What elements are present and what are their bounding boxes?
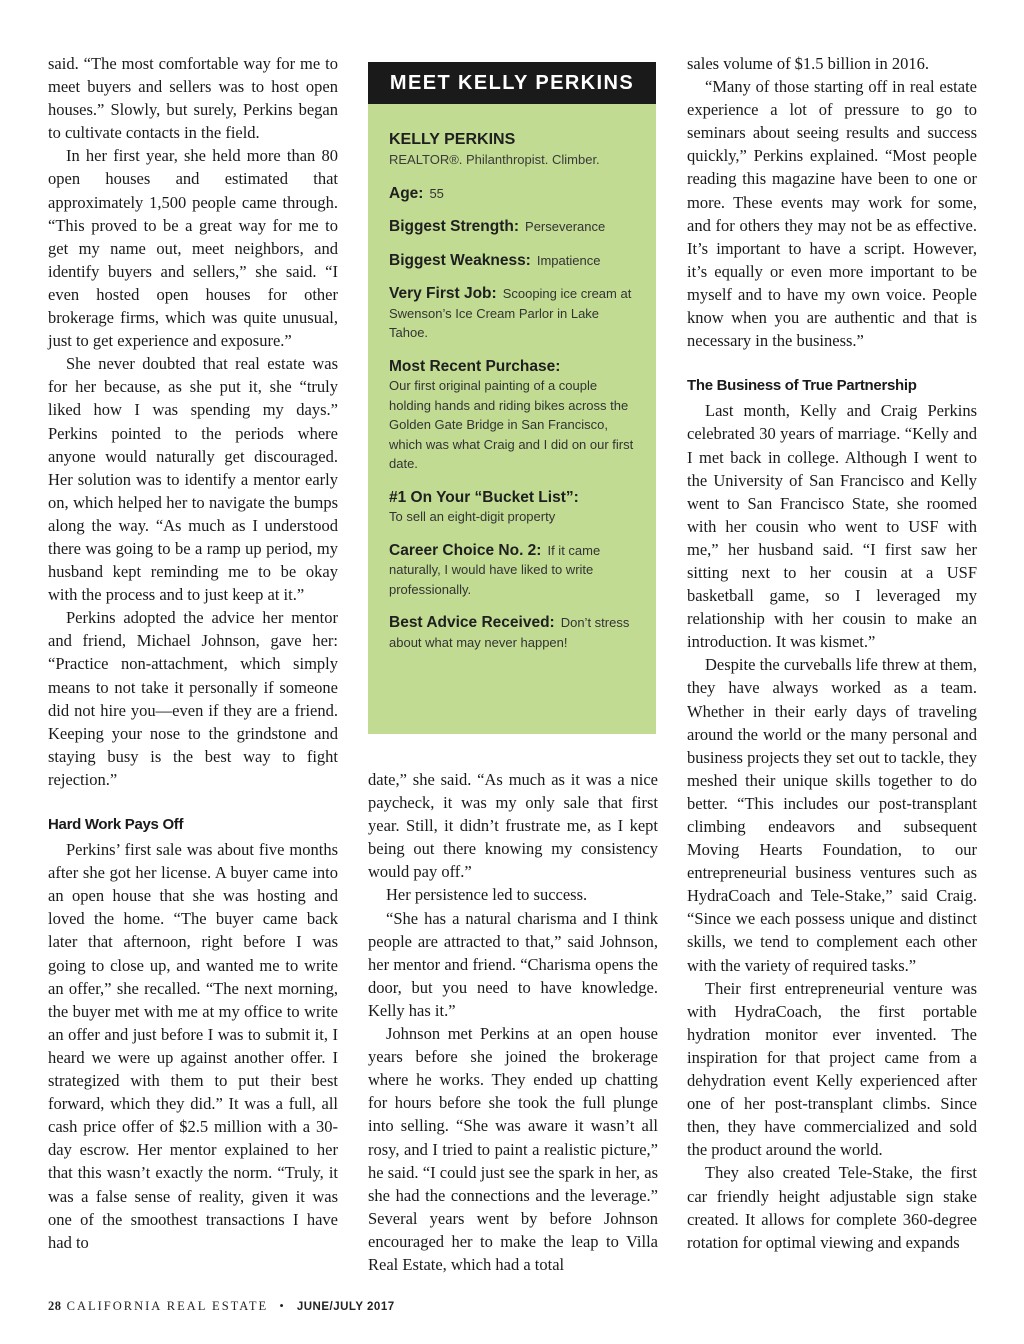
first-job-value: Scooping ice cream at Swenson’s Ice Cream Parlor in Lake Tahoe. <box>389 286 632 340</box>
age-label: Age: <box>389 184 424 202</box>
section-heading-hard-work: Hard Work Pays Off <box>48 816 184 833</box>
profile-bucket-list <box>389 488 638 527</box>
article-column-2 <box>368 768 658 1276</box>
age-value: 55 <box>429 185 444 201</box>
issue-date: JUNE/JULY 2017 <box>296 1301 395 1313</box>
career-label: Career Choice No. 2: <box>389 541 542 559</box>
profile-recent-purchase <box>389 357 638 474</box>
profile-weakness <box>389 251 638 271</box>
advice-label: Best Advice Received: <box>389 614 555 631</box>
paragraph: sales volume of $1.5 billion in 2016. <box>687 54 929 73</box>
profile-best-advice <box>389 613 638 652</box>
paragraph: Despite the curveballs life threw at them, they have always worked as a team. Whether in their early days of traveling around the world or the many personal and business projects they set out to tackle, they meshed their unique skills together to do better. “This includes our post-transplant climbing endeavors and subsequent Moving Hearts Foundation, to our entrepreneurial business ventures such as HydraCoach and Tele-Stake,” said Craig. “Since we each possess unique and distinct skills, we tend to complement each other with the variety of required tasks.” <box>687 655 977 975</box>
profile-career-choice <box>389 541 638 600</box>
profile-first-job <box>389 284 638 343</box>
profile-age <box>389 184 638 204</box>
paragraph: “She has a natural charisma and I think people are attracted to that,” said Johnson, her mentor and friend. “Charisma opens the door, but you need to have knowledge. Kelly has it.” <box>368 908 658 1020</box>
paragraph: date,” she said. “As much as it was a nice paycheck, it was my only sale that first year. Still, it didn’t frustrate me, as I kept being out there knowing my consistency would pay off.” <box>368 770 658 882</box>
profile-name: KELLY PERKINS <box>389 131 516 148</box>
bucket-label: #1 On Your “Bucket List”: <box>389 488 579 506</box>
publication-name: CALIFORNIA REAL ESTATE <box>66 1299 269 1313</box>
advice-value: Don’t stress about what may never happen! <box>389 615 630 650</box>
paragraph: Perkins’ first sale was about five months after she got her license. A buyer came into an open house that she was hosting and loved the home. “The buyer came back later that afternoon, right before I was going to close up, and wanted me to write an offer,” she recalled. “The next morning, the buyer met with me at my office to write an offer and just before I was to submit it, I heard we were up against another offer. I strategized with them to put their best forward, which they did.” It was a full, all cash price offer of $2.5 million with a 30-day escrow. Her mentor explained to her that this wasn’t exactly the norm. “Truly, it was a false sense of reality, given it was one of the smoothest transactions I have had to <box>48 840 338 1252</box>
profile-role: REALTOR®. Philanthropist. Climber. <box>389 152 600 167</box>
article-column-1 <box>48 52 338 1254</box>
strength-value: Perseverance <box>525 219 606 234</box>
purchase-value: Our first original painting of a couple holding hands and riding bikes across the Golden Gate Bridge in San Francisco, which was what Craig and I did on our first date. <box>389 378 634 471</box>
article-column-3 <box>687 52 977 1254</box>
sidebar-title: MEET KELLY PERKINS <box>368 62 656 104</box>
weakness-label: Biggest Weakness: <box>389 251 531 269</box>
page-number: 28 <box>48 1299 62 1313</box>
paragraph: said. “The most comfortable way for me to meet buyers and sellers was to host open houses.” Slowly, but surely, Perkins began to cultivate contacts in the field. <box>48 54 338 143</box>
paragraph: Her persistence led to success. <box>386 885 588 905</box>
section-heading-true-partnership: The Business of True Partnership <box>687 377 917 395</box>
first-job-label: Very First Job: <box>389 285 497 302</box>
purchase-label: Most Recent Purchase: <box>389 357 561 375</box>
weakness-value: Impatience <box>536 252 601 268</box>
career-value: If it came naturally, I would have liked to write professionally. <box>389 542 601 597</box>
footer-bullet: • <box>279 1299 286 1313</box>
bucket-value: To sell an eight-digit property <box>389 509 556 524</box>
profile-strength <box>389 217 638 237</box>
page-footer <box>48 1299 395 1314</box>
paragraph: In her first year, she held more than 80 open houses and estimated that approximately 1,500 people came through. “This proved to be a great way for me to get my name out, meet neighbors, and identify buyers and sellers,” she said. “I even hosted open houses for other brokerage firms, which was quite unusual, just to get experience and exposure.” <box>48 146 338 351</box>
paragraph: Their first entrepreneurial venture was with HydraCoach, the first portable hydration monitor ever invented. The inspiration for that project came from a dehydration event Kelly experienced after one of her post-transplant climbs. Since then, they have commercialized and sold the product around the world. <box>687 978 977 1160</box>
paragraph: Last month, Kelly and Craig Perkins celebrated 30 years of marriage. “Kelly and I met back in college. Although I went to the University of San Francisco and Kelly went to San Francisco State, she roomed with her cousin who went to USF with me,” her husband said. “I first saw her sitting next to her cousin at a USF basketball game, so I leveraged my relationship with her cousin to make an introduction. It was kismet.” <box>687 401 977 652</box>
paragraph: Johnson met Perkins at an open house years before she joined the brokerage where he works. They ended up chatting for hours before she took the full plunge into selling. “She was aware it wasn’t all rosy, and I tried to paint a realistic picture,” he said. “I could just see the spark in her, as she had the connections and the leverage.” Several years went by before Johnson encouraged her to make the leap to Villa Real Estate, which had a total <box>368 1024 658 1274</box>
paragraph: They also created Tele-Stake, the first car friendly height adjustable sign stake created. It allows for complete 360-degree rotation for optimal viewing and expands <box>687 1163 977 1252</box>
paragraph: She never doubted that real estate was for her because, as she put it, she “truly liked how I was spending my days.” Perkins pointed to the periods where anyone would naturally get discouraged. Her solution was to identify a mentor early on, which helped her to navigate the bumps along the way. “As much as I understood there was going to be a ramp up period, my husband kept reminding me to be okay with the process and to just keep at it.” <box>48 354 338 605</box>
paragraph: Perkins adopted the advice her mentor and friend, Michael Johnson, gave her: “Practice non-attachment, which simply means to not take it personally if someone did not hire you—even if they are a friend. Keeping your nose to the grindstone and staying busy is the best way to fight rejection.” <box>48 608 338 789</box>
paragraph: “Many of those starting off in real estate experience a lot of pressure to go to seminars about seeing results and success quickly,” Perkins explained. “Most people reading this magazine have been to one or more. These events may work for some, and for others they may not be as effective. It’s important to have a script. However, it’s equally or even more important to be myself and to have my own voice. People know when you are authentic and that is necessary in the business.” <box>687 77 977 351</box>
meet-kelly-perkins-sidebar <box>368 62 656 734</box>
strength-label: Biggest Strength: <box>389 218 520 235</box>
